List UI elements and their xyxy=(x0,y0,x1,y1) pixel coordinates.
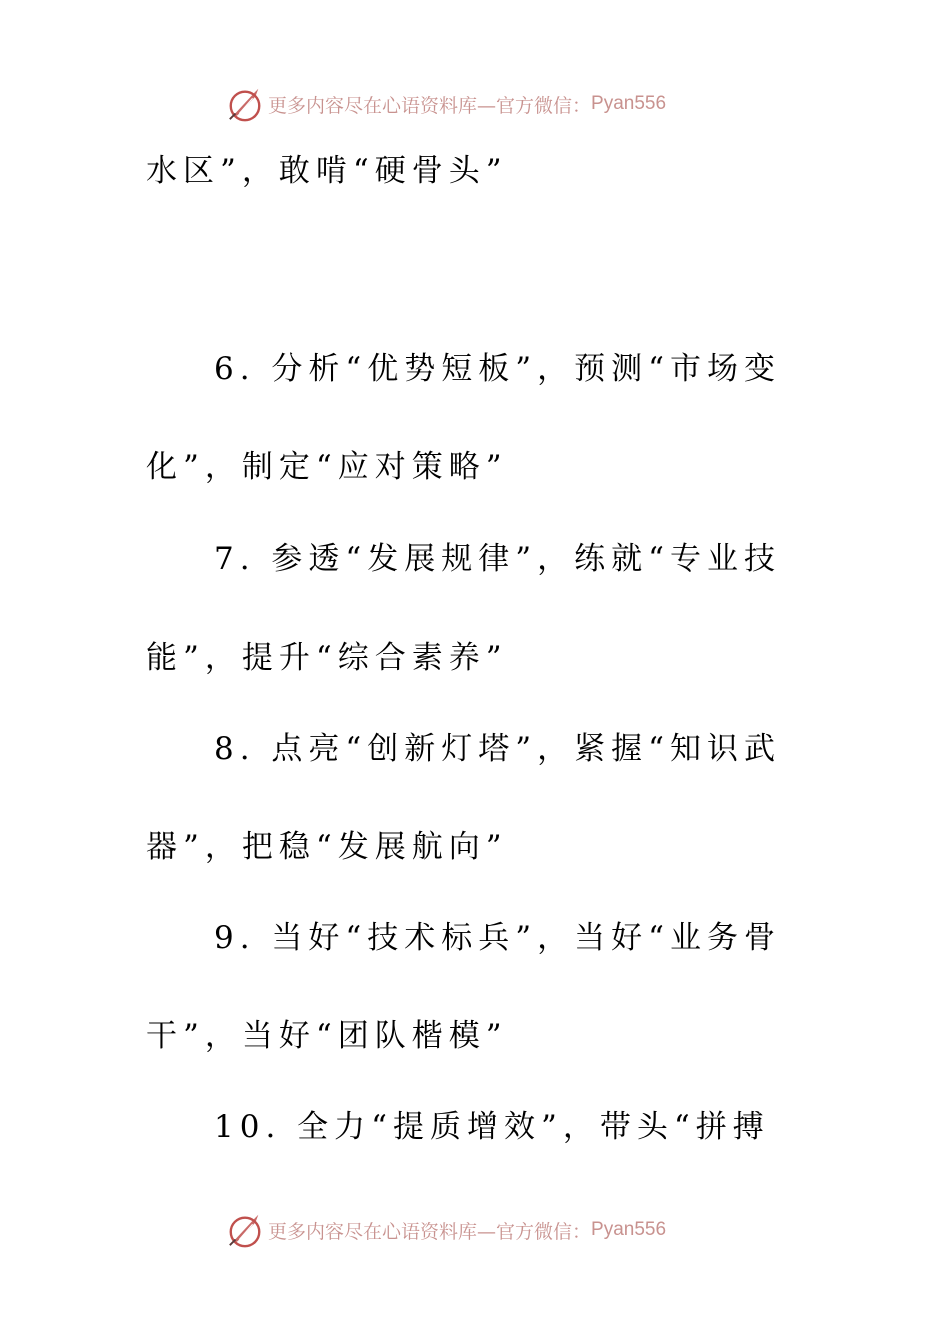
body-line-2: 6. 分析“优势短板”，预测“市场变 xyxy=(214,351,781,387)
body-line-6: 8. 点亮“创新灯塔”，紧握“知识武 xyxy=(214,731,781,767)
watermark-text: 更多内容尽在心语资料库—官方微信： xyxy=(268,1220,592,1243)
watermark-wechat-id: Pyan556 xyxy=(591,93,667,114)
body-line-10: 10. 全力“提质增效”，带头“拼搏 xyxy=(214,1109,770,1145)
quill-pen-logo-icon xyxy=(226,1211,264,1249)
body-line-3: 化”，制定“应对策略” xyxy=(146,449,508,485)
body-line-5: 能”，提升“综合素养” xyxy=(146,640,508,676)
body-line-1: 水区”，敢啃“硬骨头” xyxy=(146,153,508,189)
body-line-4: 7. 参透“发展规律”，练就“专业技 xyxy=(214,541,781,577)
header-watermark xyxy=(226,84,666,124)
footer-watermark xyxy=(226,1210,666,1250)
body-line-7: 器”，把稳“发展航向” xyxy=(146,829,508,865)
watermark-text: 更多内容尽在心语资料库—官方微信： xyxy=(268,94,592,117)
quill-pen-logo-icon xyxy=(226,85,264,123)
watermark-wechat-id: Pyan556 xyxy=(591,1219,667,1240)
body-line-9: 干”，当好“团队楷模” xyxy=(146,1018,508,1054)
body-line-8: 9. 当好“技术标兵”，当好“业务骨 xyxy=(214,920,781,956)
